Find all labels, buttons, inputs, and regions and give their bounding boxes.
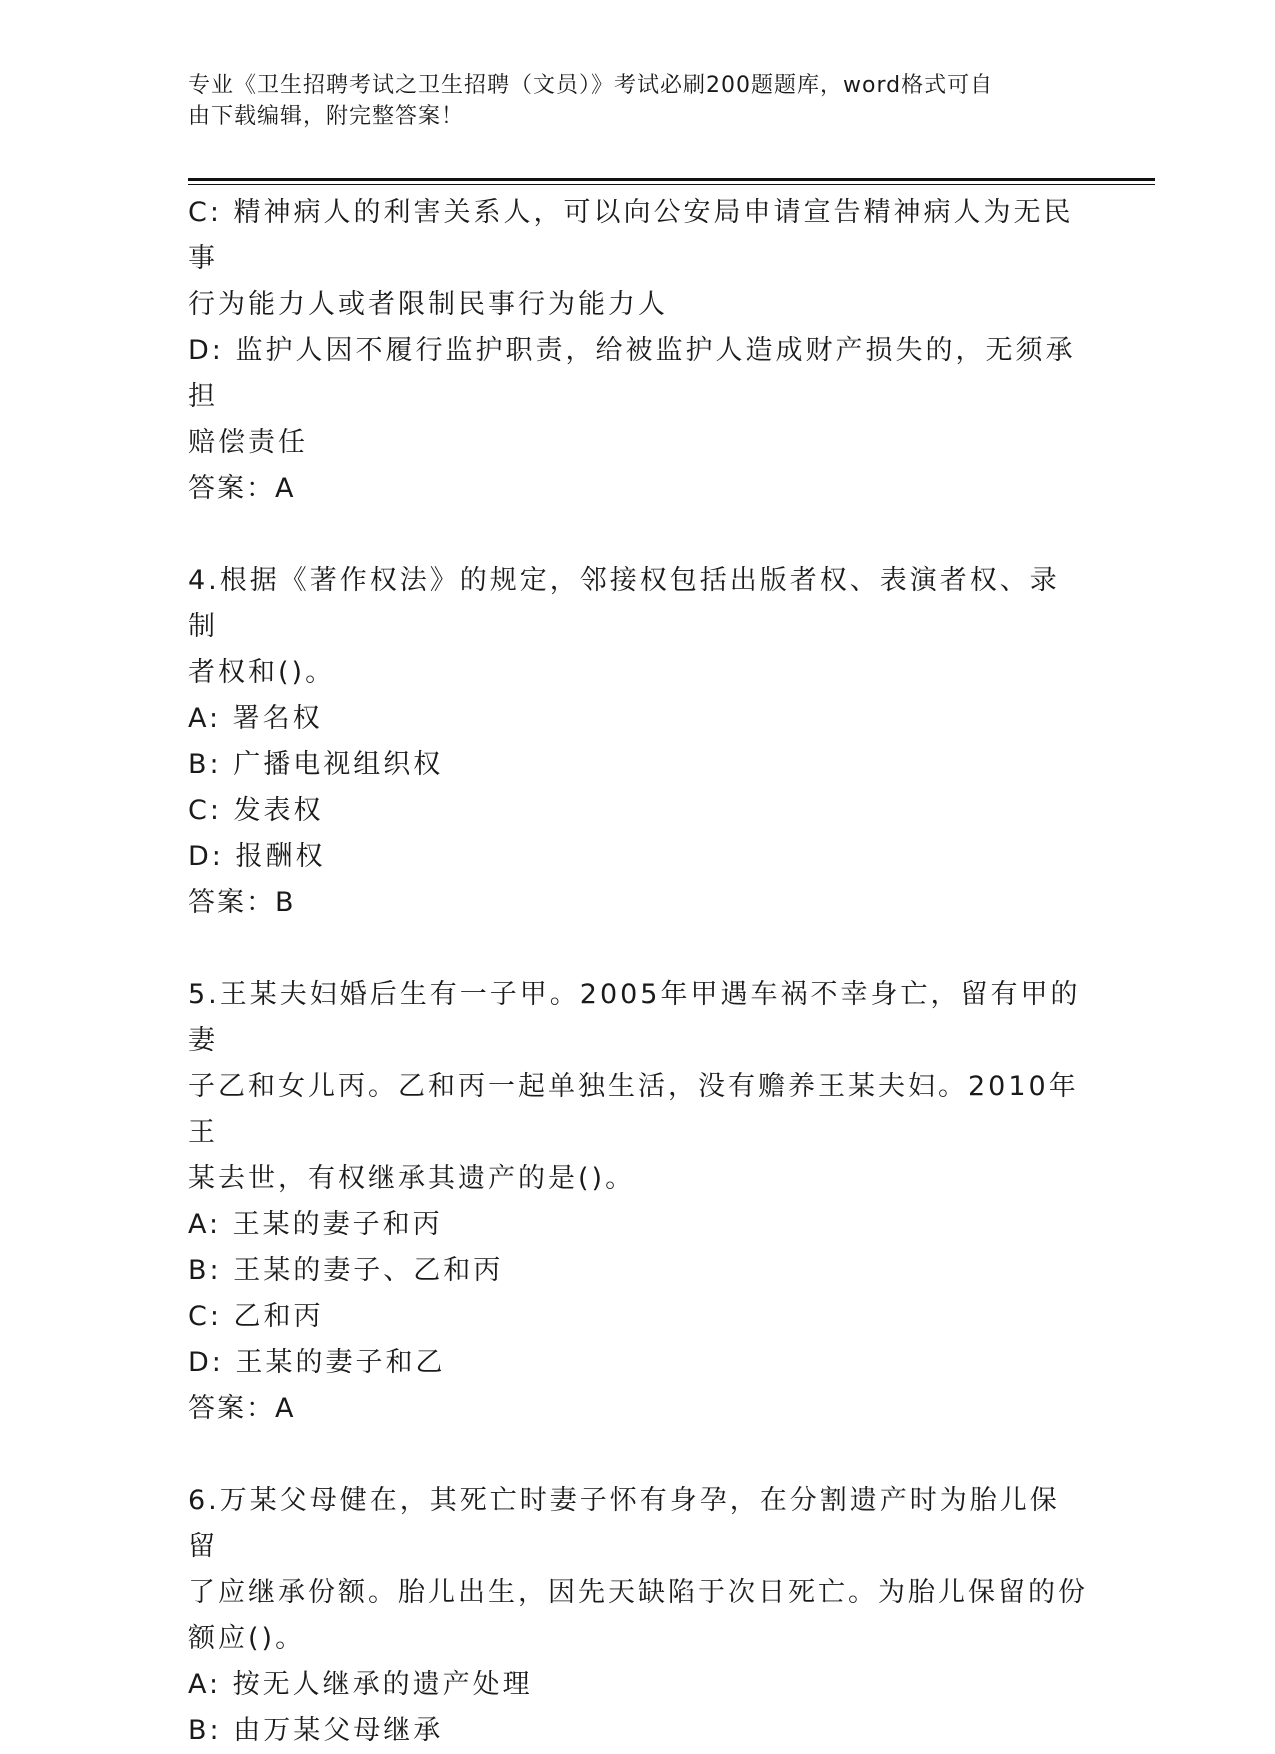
q4-option-b: B: 广播电视组织权 xyxy=(188,749,444,780)
header-divider-thick xyxy=(188,178,1155,181)
q4-option-c: C: 发表权 xyxy=(188,795,324,826)
q5-answer: 答案：A xyxy=(188,1393,296,1424)
q5-option-a: A: 王某的妻子和丙 xyxy=(188,1209,443,1240)
spacer xyxy=(188,512,1088,558)
q5-stem-line-2: 子乙和女儿丙。乙和丙一起单独生活，没有赡养王某夫妇。2010年王 xyxy=(188,1071,1079,1148)
q5-option-b: B: 王某的妻子、乙和丙 xyxy=(188,1255,504,1286)
header-line-2: 由下载编辑，附完整答案！ xyxy=(188,104,465,129)
q4-stem-line-2: 者权和()。 xyxy=(188,657,336,688)
q6-stem-line-2: 了应继承份额。胎儿出生，因先天缺陷于次日死亡。为胎儿保留的份 xyxy=(188,1577,1088,1608)
spacer xyxy=(188,1432,1088,1478)
question-3 xyxy=(188,190,1088,512)
q4-stem-line-1: 4.根据《著作权法》的规定，邻接权包括出版者权、表演者权、录制 xyxy=(188,565,1060,642)
q5-option-d: D: 王某的妻子和乙 xyxy=(188,1347,446,1378)
document-header xyxy=(188,70,1088,132)
question-6 xyxy=(188,1478,1088,1754)
q4-answer: 答案：B xyxy=(188,887,296,918)
q6-stem-line-3: 额应()。 xyxy=(188,1623,306,1654)
q3-option-d-line-2: 赔偿责任 xyxy=(188,427,308,458)
q6-option-a: A: 按无人继承的遗产处理 xyxy=(188,1669,533,1700)
question-5 xyxy=(188,972,1088,1432)
q3-answer: 答案：A xyxy=(188,473,296,504)
question-4 xyxy=(188,558,1088,926)
q3-option-d-line-1: D: 监护人因不履行监护职责，给被监护人造成财产损失的，无须承担 xyxy=(188,335,1076,412)
q4-option-d: D: 报酬权 xyxy=(188,841,326,872)
spacer xyxy=(188,926,1088,972)
q6-stem-line-1: 6.万某父母健在，其死亡时妻子怀有身孕，在分割遗产时为胎儿保留 xyxy=(188,1485,1060,1562)
question-list xyxy=(188,190,1088,1754)
q5-stem-line-1: 5.王某夫妇婚后生有一子甲。2005年甲遇车祸不幸身亡，留有甲的妻 xyxy=(188,979,1081,1056)
q3-option-c-line-1: C: 精神病人的利害关系人，可以向公安局申请宣告精神病人为无民事 xyxy=(188,197,1074,274)
q5-stem-line-3: 某去世，有权继承其遗产的是()。 xyxy=(188,1163,636,1194)
q3-option-c-line-2: 行为能力人或者限制民事行为能力人 xyxy=(188,289,668,320)
header-line-1: 专业《卫生招聘考试之卫生招聘（文员）》考试必刷200题题库，word格式可自 xyxy=(188,73,994,98)
q4-option-a: A: 署名权 xyxy=(188,703,323,734)
q5-option-c: C: 乙和丙 xyxy=(188,1301,324,1332)
header-divider-thin xyxy=(188,184,1155,185)
q6-option-b: B: 由万某父母继承 xyxy=(188,1715,444,1746)
